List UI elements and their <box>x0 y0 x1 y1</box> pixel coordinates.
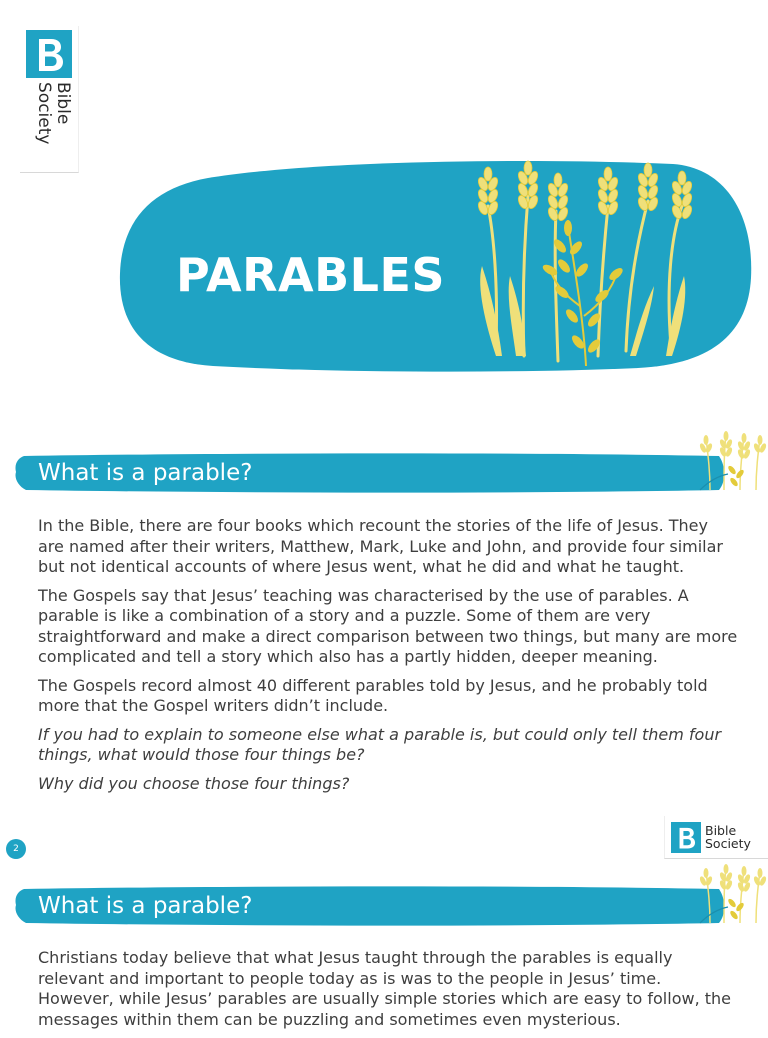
question: Why did you choose those four things? <box>38 773 350 793</box>
wheat-icon <box>698 863 768 925</box>
section-heading: What is a parable? <box>38 893 253 919</box>
logo-word-bible: Bible <box>705 823 737 838</box>
bible-society-logo <box>20 26 79 173</box>
paragraph: In the Bible, there are four books which recount the stories of the life of Jesus. They are named after their writers, Matthew, Mark, Luke and John, and provide four similar but not identical accounts of where Jesus went, what he did and what he taught. <box>38 516 723 576</box>
section-heading: What is a parable? <box>38 460 253 486</box>
page-number-badge: 2 <box>6 839 26 859</box>
wheat-icon <box>698 430 768 492</box>
paragraph: Christians today believe that what Jesus taught through the parables is equally relevant and important to people today as is was to the people in Jesus’ time. However, while Jesus’ parables are usually simple stories which are easy to follow, the messages within them can be puzzling and sometimes even mysterious. <box>38 948 731 1029</box>
logo-b-mark <box>26 30 72 78</box>
logo-word-society: Society <box>34 82 54 145</box>
question: If you had to explain to someone else what a parable is, but could only tell them four things, what would those four things be? <box>38 724 722 764</box>
logo-word-bible: Bible <box>53 82 73 125</box>
logo-wordmark <box>705 824 751 850</box>
section-body <box>38 516 738 802</box>
paragraph: The Gospels say that Jesus’ teaching was characterised by the use of parables. A parable is like a combination of a story and a puzzle. Some of them are very straightforward and make a direct comparison between two things, but many are more complicated and tell a story which also has a partly hidden, deeper meaning. <box>38 585 738 666</box>
page-title: PARABLES <box>176 248 446 302</box>
logo-wordmark <box>34 82 72 182</box>
logo-b-mark <box>671 822 701 853</box>
logo-b-glyph <box>671 822 701 853</box>
logo-b-glyph <box>26 30 72 78</box>
paragraph: The Gospels record almost 40 different parables told by Jesus, and he probably told more that the Gospel writers didn’t include. <box>38 675 708 715</box>
logo-word-society: Society <box>705 836 751 851</box>
section-body <box>38 948 738 1038</box>
bible-society-logo-small <box>664 816 768 859</box>
